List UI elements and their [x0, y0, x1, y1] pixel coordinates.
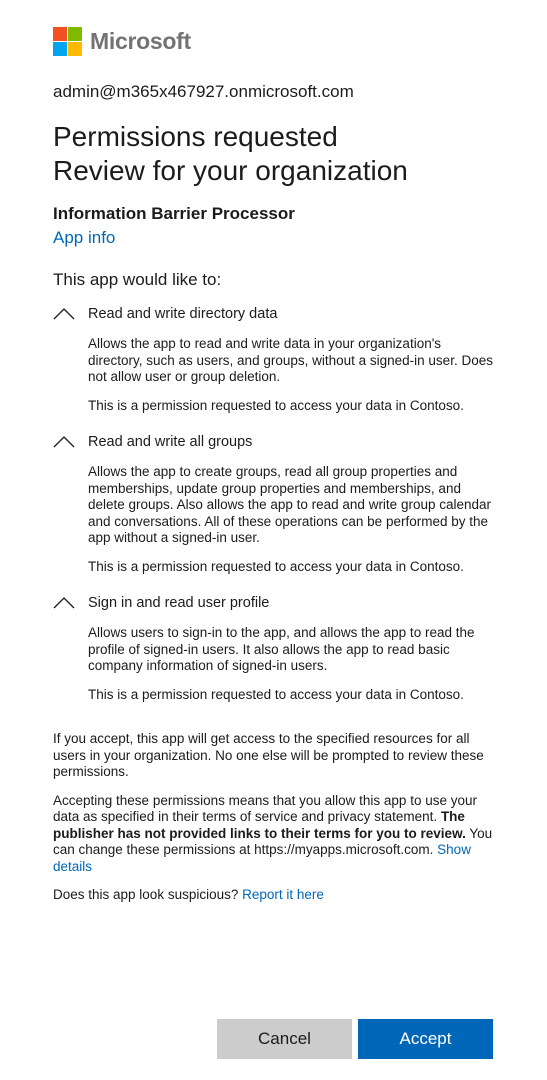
accept-notice: If you accept, this app will get access to the specified resources for all users in your organization. No one else will be prompted to review these permissions. [53, 731, 484, 779]
intro-text: This app would like to: [53, 270, 222, 289]
permission-toggle[interactable] [53, 432, 498, 452]
title-line-1: Permissions requested [53, 121, 338, 152]
consent-dialog [53, 26, 498, 904]
permission-title: Read and write directory data [88, 306, 278, 322]
permission-toggle[interactable] [53, 304, 498, 324]
permission-note: This is a permission requested to access your data in Contoso. [88, 686, 464, 702]
show-details-link[interactable]: Show details [53, 842, 471, 874]
account-email: admin@m365x467927.onmicrosoft.com [53, 82, 354, 101]
terms-warning: The publisher has not provided links to their terms for you to review. [53, 809, 466, 841]
chevron-up-icon [53, 307, 75, 321]
page-title [53, 120, 498, 188]
microsoft-logo [53, 26, 498, 56]
terms-text [53, 793, 498, 876]
permission-note: This is a permission requested to access your data in Contoso. [88, 397, 464, 413]
suspicious-text [53, 887, 498, 904]
permission-note: This is a permission requested to access your data in Contoso. [88, 558, 464, 574]
permission-toggle[interactable] [53, 593, 498, 613]
permission-title: Read and write all groups [88, 434, 253, 450]
app-name: Information Barrier Processor [53, 204, 295, 223]
chevron-up-icon [53, 596, 75, 610]
terms-part-2: You can change these permissions at https://myapps.microsoft.com. [53, 825, 493, 857]
permission-description: Allows users to sign-in to the app, and allows the app to read the profile of signed-in users. It also allows the app to read basic company information of signed-in users. [88, 625, 475, 673]
brand-name: Microsoft [90, 27, 191, 54]
report-link[interactable]: Report it here [242, 887, 324, 902]
title-line-2: Review for your organization [53, 155, 408, 186]
app-info-link[interactable]: App info [53, 228, 116, 247]
permission-item [53, 304, 498, 414]
terms-part-1: Accepting these permissions means that you allow this app to use your data as specified in their terms of service and privacy statement. [53, 792, 477, 824]
permission-description: Allows the app to read and write data in your organization's directory, such as users, and groups, without a signed-in user. Does not allow user or group deletion. [88, 336, 493, 384]
permission-item [53, 432, 498, 575]
chevron-up-icon [53, 435, 75, 449]
suspicious-question: Does this app look suspicious? [53, 887, 243, 902]
action-buttons [217, 1019, 493, 1059]
permission-item [53, 593, 498, 703]
cancel-button[interactable]: Cancel [217, 1019, 352, 1059]
permission-description: Allows the app to create groups, read all group properties and memberships, update group properties and memberships, and delete groups. Also allows the app to read and write group calendar and conversations. All of these operations can be performed by the app without a signed-in user. [88, 464, 492, 545]
accept-button[interactable]: Accept [358, 1019, 493, 1059]
microsoft-logo-icon [53, 27, 82, 56]
permission-list [53, 304, 498, 703]
permission-title: Sign in and read user profile [88, 595, 270, 611]
